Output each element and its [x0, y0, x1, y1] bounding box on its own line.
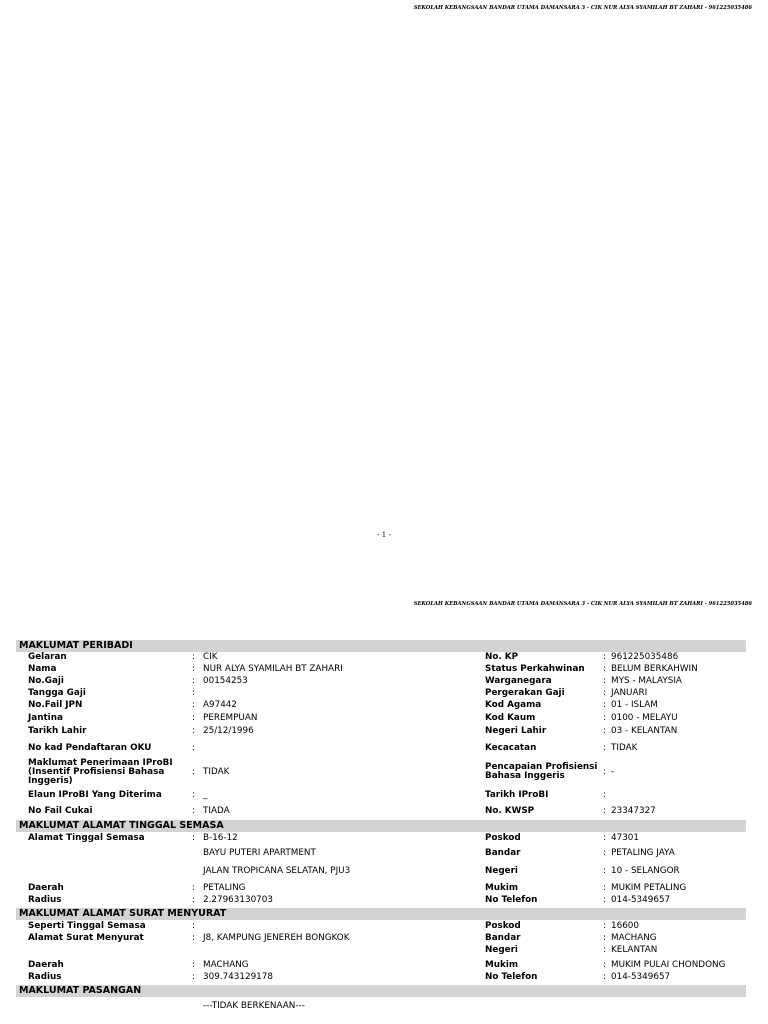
- label-no-fail-jpn: No.Fail JPN: [28, 700, 83, 710]
- label-mukim-surat: Mukim: [485, 960, 519, 970]
- label-seperti-tinggal: Seperti Tinggal Semasa: [28, 921, 146, 931]
- value-mukim-surat: MUKIM PULAI CHONDONG: [611, 960, 726, 970]
- value-kod-kaum: 0100 - MELAYU: [611, 713, 678, 723]
- value-kod-agama: 01 - ISLAM: [611, 700, 658, 710]
- label-negeri-lahir: Negeri Lahir: [485, 726, 547, 736]
- label-radius-tinggal: Radius: [28, 895, 62, 905]
- label-telefon-surat: No Telefon: [485, 972, 538, 982]
- value-no-kwsp: 23347327: [611, 806, 656, 816]
- row-no-fail-cukai: [16, 804, 746, 819]
- colon: :: [192, 933, 195, 943]
- label-iprobi: Maklumat Penerimaan IProBI (Insentif Profisiensi Bahasa Inggeris): [28, 758, 173, 786]
- value-poskod-surat: 16600: [611, 921, 639, 931]
- colon: :: [603, 945, 606, 955]
- value-telefon-surat: 014-5349657: [611, 972, 671, 982]
- value-no-fail-cukai: TIADA: [203, 806, 230, 816]
- value-radius-tinggal: 2.27963130703: [203, 895, 273, 905]
- colon: :: [192, 960, 195, 970]
- row-gelaran: [16, 652, 746, 664]
- colon: :: [192, 743, 195, 753]
- value-negeri-tinggal: 10 - SELANGOR: [611, 866, 680, 876]
- row-no-fail-jpn: [16, 700, 746, 713]
- value-telefon-tinggal: 014-5349657: [611, 895, 671, 905]
- colon: :: [603, 743, 606, 753]
- row-alamat-line3: [16, 865, 746, 881]
- row-tarikh-lahir: [16, 726, 746, 740]
- colon: :: [192, 833, 195, 843]
- colon: :: [603, 866, 606, 876]
- row-oku: [16, 740, 746, 757]
- colon: :: [192, 767, 195, 777]
- label-status-perkahwinan: Status Perkahwinan: [485, 664, 585, 674]
- value-bandar-tinggal: PETALING JAYA: [611, 848, 675, 858]
- value-negeri-lahir: 03 - KELANTAN: [611, 726, 678, 736]
- value-pergerakan-gaji: JANUARI: [611, 688, 648, 698]
- label-tangga-gaji: Tangga Gaji: [28, 688, 86, 698]
- label-gelaran: Gelaran: [28, 652, 67, 662]
- colon: :: [603, 960, 606, 970]
- label-elaun-iprobi: Elaun IProBI Yang Diterima: [28, 790, 162, 800]
- value-elaun-iprobi: _: [203, 790, 208, 800]
- row-jantina: [16, 713, 746, 726]
- colon: :: [192, 713, 195, 723]
- colon: :: [192, 688, 195, 698]
- row-alamat-tinggal: [16, 832, 746, 847]
- label-no-kwsp: No. KWSP: [485, 806, 535, 816]
- label-jantina: Jantina: [28, 713, 63, 723]
- colon: :: [603, 664, 606, 674]
- row-elaun-iprobi: [16, 788, 746, 804]
- running-header-page2: SEKOLAH KEBANGSAAN BANDAR UTAMA DAMANSARA 3 - CIK NUR ALYA SYAMILAH BT ZAHARI - 961225035486: [413, 601, 752, 607]
- label-daerah-surat: Daerah: [28, 960, 64, 970]
- value-bandar-surat: MACHANG: [611, 933, 657, 943]
- label-poskod-surat: Poskod: [485, 921, 521, 931]
- pasangan-not-applicable: ---TIDAK BERKENAAN---: [203, 1001, 305, 1011]
- label-tarikh-lahir: Tarikh Lahir: [28, 726, 87, 736]
- colon: :: [192, 676, 195, 686]
- value-daerah-surat: MACHANG: [203, 960, 249, 970]
- value-tarikh-lahir: 25/12/1996: [203, 726, 254, 736]
- value-radius-surat: 309.743129178: [203, 972, 273, 982]
- value-alamat-line3: JALAN TROPICANA SELATAN, PJU3: [203, 866, 351, 876]
- label-bandar-tinggal: Bandar: [485, 848, 521, 858]
- label-telefon-tinggal: No Telefon: [485, 895, 538, 905]
- value-jantina: PEREMPUAN: [203, 713, 258, 723]
- colon: :: [192, 895, 195, 905]
- section-header-alamat-tinggal: MAKLUMAT ALAMAT TINGGAL SEMASA: [16, 820, 746, 832]
- label-mukim-tinggal: Mukim: [485, 883, 519, 893]
- row-iprobi: [16, 757, 746, 788]
- label-negeri-tinggal: Negeri: [485, 866, 518, 876]
- colon: :: [192, 700, 195, 710]
- label-oku: No kad Pendaftaran OKU: [28, 743, 152, 753]
- colon: :: [192, 972, 195, 982]
- value-no-gaji: 00154253: [203, 676, 248, 686]
- label-pergerakan-gaji: Pergerakan Gaji: [485, 688, 565, 698]
- value-daerah-tinggal: PETALING: [203, 883, 246, 893]
- colon: :: [192, 726, 195, 736]
- colon: :: [603, 713, 606, 723]
- label-nama: Nama: [28, 664, 57, 674]
- value-alamat-line1: B-16-12: [203, 833, 238, 843]
- label-poskod-tinggal: Poskod: [485, 833, 521, 843]
- label-kod-kaum: Kod Kaum: [485, 713, 536, 723]
- colon: :: [603, 767, 606, 777]
- label-no-kp: No. KP: [485, 652, 519, 662]
- label-alamat-surat: Alamat Surat Menyurat: [28, 933, 144, 943]
- value-kecacatan: TIDAK: [611, 743, 638, 753]
- value-nama: NUR ALYA SYAMILAH BT ZAHARI: [203, 664, 343, 674]
- colon: :: [192, 652, 195, 662]
- label-alamat-tinggal: Alamat Tinggal Semasa: [28, 833, 145, 843]
- value-mukim-tinggal: MUKIM PETALING: [611, 883, 687, 893]
- value-alamat-surat: J8, KAMPUNG JENEREH BONGKOK: [203, 933, 350, 943]
- row-nama: [16, 664, 746, 676]
- value-alamat-line2: BAYU PUTERI APARTMENT: [203, 848, 316, 858]
- colon: :: [603, 652, 606, 662]
- value-pencapaian-profisiensi: -: [611, 767, 615, 777]
- colon: :: [192, 883, 195, 893]
- colon: :: [603, 806, 606, 816]
- colon: :: [192, 921, 195, 931]
- colon: :: [603, 790, 606, 800]
- colon: :: [603, 848, 606, 858]
- colon: :: [603, 726, 606, 736]
- colon: :: [603, 833, 606, 843]
- row-tangga-gaji: [16, 688, 746, 700]
- row-alamat-surat: [16, 933, 746, 945]
- value-poskod-tinggal: 47301: [611, 833, 639, 843]
- label-no-fail-cukai: No Fail Cukai: [28, 806, 93, 816]
- label-warganegara: Warganegara: [485, 676, 552, 686]
- row-negeri-surat: [16, 945, 746, 958]
- value-gelaran: CIK: [203, 652, 218, 662]
- colon: :: [603, 921, 606, 931]
- value-status-perkahwinan: BELUM BERKAHWIN: [611, 664, 698, 674]
- label-tarikh-iprobi: Tarikh IProBI: [485, 790, 549, 800]
- label-negeri-surat: Negeri: [485, 945, 518, 955]
- staff-record-form: [16, 639, 746, 1013]
- colon: :: [603, 972, 606, 982]
- value-negeri-surat: KELANTAN: [611, 945, 658, 955]
- running-header-page1: SEKOLAH KEBANGSAAN BANDAR UTAMA DAMANSARA 3 - CIK NUR ALYA SYAMILAH BT ZAHARI - 961225035486: [413, 5, 752, 11]
- section-header-alamat-surat: MAKLUMAT ALAMAT SURAT MENYURAT: [16, 908, 746, 920]
- row-radius-surat: [16, 971, 746, 984]
- colon: :: [192, 664, 195, 674]
- value-no-kp: 961225035486: [611, 652, 679, 662]
- value-no-fail-jpn: A97442: [203, 700, 238, 710]
- page-number: - 1 -: [377, 531, 391, 539]
- label-bandar-surat: Bandar: [485, 933, 521, 943]
- colon: :: [603, 676, 606, 686]
- label-daerah-tinggal: Daerah: [28, 883, 64, 893]
- label-kecacatan: Kecacatan: [485, 743, 537, 753]
- label-radius-surat: Radius: [28, 972, 62, 982]
- section-header-peribadi: MAKLUMAT PERIBADI: [16, 640, 746, 652]
- row-no-gaji: [16, 676, 746, 688]
- row-pasangan: [16, 997, 746, 1013]
- section-header-pasangan: MAKLUMAT PASANGAN: [16, 985, 746, 997]
- row-radius-tinggal: [16, 894, 746, 907]
- label-no-gaji: No.Gaji: [28, 676, 64, 686]
- colon: :: [192, 790, 195, 800]
- value-warganegara: MYS - MALAYSIA: [611, 676, 682, 686]
- row-daerah-tinggal: [16, 881, 746, 894]
- colon: :: [603, 933, 606, 943]
- colon: :: [603, 895, 606, 905]
- label-pencapaian-profisiensi: Pencapaian Profisiensi Bahasa Inggeris: [485, 762, 598, 781]
- value-iprobi: TIDAK: [203, 767, 230, 777]
- row-daerah-surat: [16, 958, 746, 971]
- label-kod-agama: Kod Agama: [485, 700, 542, 710]
- colon: :: [603, 883, 606, 893]
- row-seperti-tinggal: [16, 920, 746, 933]
- colon: :: [603, 700, 606, 710]
- colon: :: [603, 688, 606, 698]
- colon: :: [192, 806, 195, 816]
- row-alamat-line2: [16, 847, 746, 865]
